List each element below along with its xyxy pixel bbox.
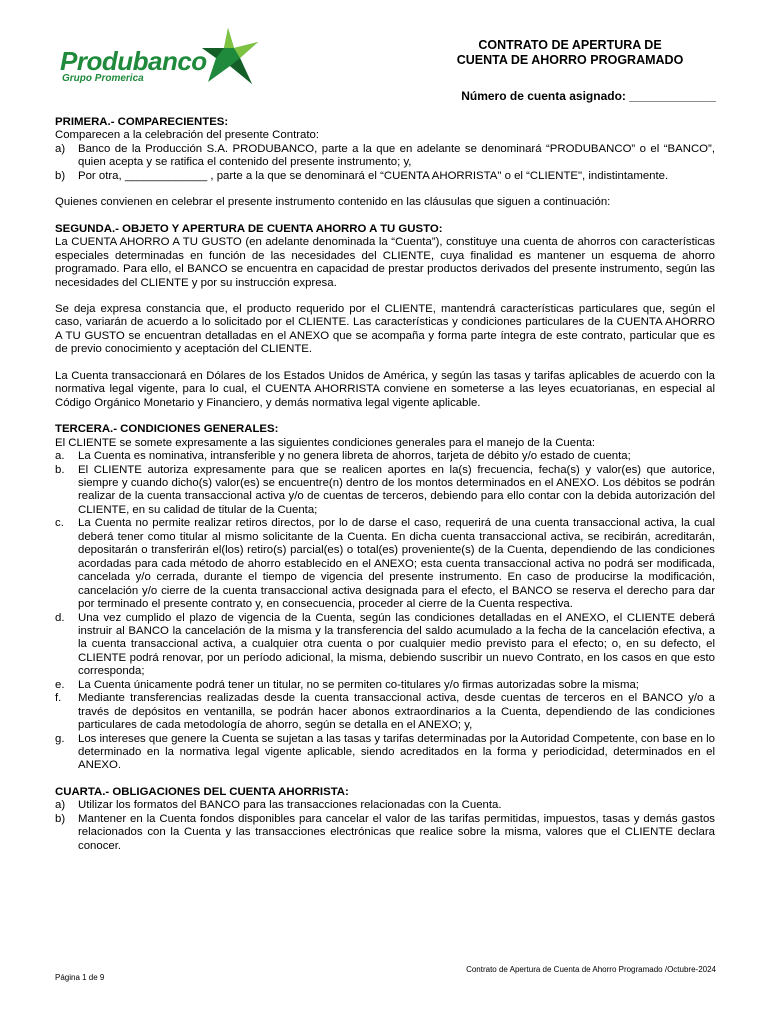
list-item-label: e. [55, 678, 65, 691]
list-item-label: a) [55, 799, 66, 812]
list-item-label: a) [55, 142, 66, 155]
logo-subtitle: Grupo Promerica [62, 73, 144, 84]
clause-intro: Comparecen a la celebración del presente Contrato: [55, 129, 320, 142]
document-title [420, 38, 720, 68]
list-item [55, 733, 715, 773]
list-item-text: El CLIENTE autoriza expresamente para que se realicen aportes en la(s) frecuencia, fecha(s) y valor(es) que autorice, siempre y cuando dicho(s) valor(es) se encuentre(n) dentro de los montos determinados en el ANEXO. Los débitos se podrán realizar de la cuenta transaccional activa y/o de cuentas de terceros, debiendo para ello contar con la debida autorización del CLIENTE, en su calidad de titular de la Cuenta; [78, 463, 715, 516]
list-item-text: Por otra, _____________ , parte a la que se denominará el “CUENTA AHORRISTA" o el “CLIENTE", indistintamente. [78, 169, 669, 182]
list-item [55, 799, 715, 812]
star-icon [202, 28, 264, 84]
list-item-label: a. [55, 450, 65, 463]
list-item [55, 517, 715, 611]
list-item-text: Mediante transferencias realizadas desde la cuenta transaccional activa, desde cuentas de terceros en el BANCO y/o a través de depósitos en ventanilla, se podrán hacer abonos extraordinarios a la Cuenta, dependiendo de las condiciones particulares de cada metodología de ahorro, según se detalla en el ANEXO; y, [78, 692, 715, 732]
clause-paragraph: La Cuenta transaccionará en Dólares de los Estados Unidos de América, y según las tasas y tarifas aplicables de acuerdo con la normativa legal vigente, para lo cual, el CUENTA AHORRISTA conviene en someterse a las leyes ecuatorianas, en especial al Código Orgánico Monetario y Financiero, y demás normativa legal vigente aplicable. [55, 369, 715, 409]
clause-heading: TERCERA.- CONDICIONES GENERALES: [55, 423, 279, 436]
list-item-label: d. [55, 611, 65, 624]
title-line-1: CONTRATO DE APERTURA DE [478, 38, 662, 52]
clause-intro: El CLIENTE se somete expresamente a las siguientes condiciones generales para el manejo de la Cuenta: [55, 436, 596, 449]
list-item-text: La Cuenta no permite realizar retiros directos, por lo de darse el caso, requerirá de una cuenta transaccional activa, la cual deberá tener como titular al mismo solicitante de la Cuenta. En dicha cuenta transaccional activa, se recibirán, acreditarán, depositarán o transferirán el(los) retiro(s) parcial(es) o total(es) proveniente(s) de la Cuenta, dependiendo de las condiciones acordadas para cada método de ahorro establecido en el ANEXO; esta cuenta transaccional activa no podrá ser modificada, cancelada y/o cerrada, durante el tiempo de vigencia del presente instrumento. En caso de producirse la modificación, cancelación y/o cierre de la cuenta transaccional activa designada para el efecto, el BANCO se reserva el derecho para dar por terminado el presente contrato y, en consecuencia, proceder al cierre de la Cuenta respectiva. [78, 517, 715, 611]
list-item-text: Banco de la Producción S.A. PRODUBANCO, parte a la que en adelante se denominará “PRODUBANCO” o el “BANCO”, quien acepta y se ratifica el contenido del presente instrumento; y, [78, 142, 715, 169]
list-item-text: Utilizar los formatos del BANCO para las transacciones relacionadas con la Cuenta. [78, 799, 502, 812]
account-number-label: Número de cuenta asignado: _____________ [461, 89, 716, 103]
list-item [55, 679, 715, 692]
clause-paragraph: Quienes convienen en celebrar el presente instrumento contenido en las cláusulas que siguen a continuación: [55, 196, 611, 209]
produbanco-logo [60, 28, 270, 88]
list-item [55, 813, 715, 853]
list-item-label: b) [55, 812, 66, 825]
footer-page-number: Página 1 de 9 [55, 973, 105, 982]
list-item [55, 464, 715, 518]
title-line-2: CUENTA DE AHORRO PROGRAMADO [456, 53, 684, 67]
footer-document-name: Contrato de Apertura de Cuenta de Ahorro Programado /Octubre-2024 [466, 965, 716, 974]
list-item-text: Mantener en la Cuenta fondos disponibles para cancelar el valor de las tarifas permitidas, impuestos, tasas y demás gastos relacionados con la Cuenta y las transacciones electrónicas que realice sobre la misma, valores que el CLIENTE declara conocer. [78, 812, 715, 852]
contract-body [55, 116, 715, 853]
list-item-label: b) [55, 169, 66, 182]
list-item-text: La Cuenta únicamente podrá tener un titular, no se permiten co-titulares y/o firmas autorizadas sobre la misma; [78, 678, 639, 691]
clause-paragraph: La CUENTA AHORRO A TU GUSTO (en adelante denominada la “Cuenta”), constituye una cuenta de ahorros con características especiales determinadas en función de las necesidades del CLIENTE, cuya finalidad es mantener un esquema de ahorro programado. Para ello, el BANCO se encuentra en capacidad de prestar productos derivados del presente instrumento, según las necesidades del CLIENTE y por su instrucción expresa. [55, 236, 715, 289]
list-item-label: g. [55, 732, 65, 745]
list-item [55, 143, 715, 170]
list-item-text: Una vez cumplido el plazo de vigencia de la Cuenta, según las condiciones detalladas en el ANEXO, el CLIENTE deberá instruir al BANCO la cancelación de la misma y la transferencia del saldo acumulado a la fecha de la cancelación efectiva, a la cuenta transaccional activa, a cualquier otra cuenta o por cualquier medio previsto para el efecto; o, en su defecto, el CLIENTE podrá renovar, por un período adicional, la misma, debiendo suscribir un nuevo Contrato, en los casos en que esto corresponda; [78, 611, 715, 678]
list-item-text: La Cuenta es nominativa, intransferible y no genera libreta de ahorros, tarjeta de débito y/o estado de cuenta; [78, 450, 631, 463]
clause-heading: PRIMERA.- COMPARECIENTES: [55, 116, 229, 128]
list-item-text: Los intereses que genere la Cuenta se sujetan a las tasas y tarifas determinadas por la Autoridad Competente, con base en lo determinado en la normativa legal vigente aplicable, siendo acreditados en la forma y periodicidad, determinados en el ANEXO. [78, 732, 716, 772]
list-item-label: c. [55, 517, 64, 530]
list-item [55, 170, 715, 183]
clause-heading: CUARTA.- OBLIGACIONES DEL CUENTA AHORRISTA: [55, 785, 349, 798]
clause-paragraph: Se deja expresa constancia que, el producto requerido por el CLIENTE, mantendrá características particulares que, según el caso, variarán de acuerdo a lo solicitado por el CLIENTE. Las características y condiciones particulares de la CUENTA AHORRO A TU GUSTO se encuentran detalladas en el ANEXO que se acompaña y forma parte íntegra de este contrato, particular que es de previo conocimiento y aceptación del CLIENTE. [55, 302, 715, 356]
list-item [55, 450, 715, 463]
clause-heading: SEGUNDA.- OBJETO Y APERTURA DE CUENTA AHORRO A TU GUSTO: [55, 222, 443, 235]
list-item [55, 692, 715, 732]
list-item-label: f. [55, 692, 62, 705]
list-item [55, 612, 715, 679]
logo-wordmark: Produbanco [60, 46, 207, 76]
list-item-label: b. [55, 463, 65, 476]
